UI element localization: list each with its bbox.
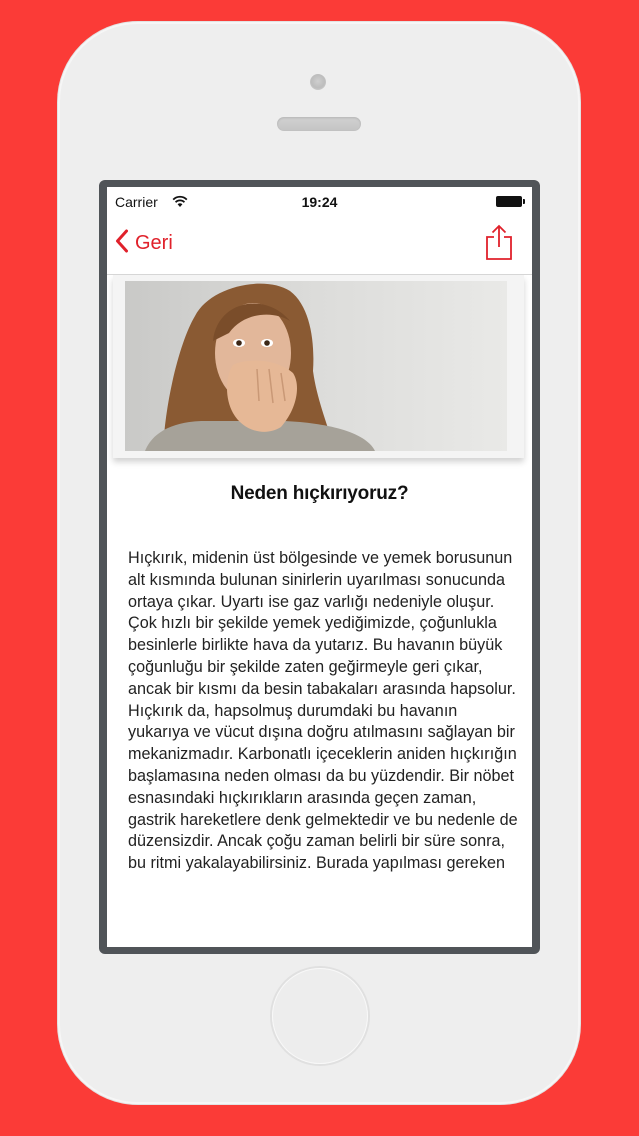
article-photo bbox=[125, 281, 507, 451]
back-label: Geri bbox=[135, 232, 173, 254]
app-screen bbox=[107, 187, 532, 947]
home-button[interactable] bbox=[272, 968, 368, 1064]
earpiece-speaker bbox=[277, 117, 361, 131]
share-icon bbox=[484, 250, 514, 267]
carrier-label: Carrier bbox=[115, 194, 158, 210]
status-bar bbox=[107, 187, 532, 215]
article-photo-frame bbox=[113, 275, 524, 458]
share-button[interactable] bbox=[484, 223, 514, 263]
article-content[interactable] bbox=[107, 275, 532, 947]
article-body: Hıçkırık, midenin üst bölgesinde ve yemek borusunun alt kısmında bulunan sinirlerin uyarılması sonucunda ortaya çıkar. Uyartı ise gaz varlığı nedeniyle oluşur. Çok hızlı bir şekilde yemek yediğimizde, çoğunlukla besinlerle birlikte hava da yutarız. Bu havanın büyük çoğunluğu bir şekilde zaten geğirmeyle geri çıkar, ancak bir kısmı da besin tabakaları arasında hapsolur. Hıçkırık da, hapsolmuş durumdaki bu havanın yukarıya ve vücut dışına doğru atılmasını sağlayan bir mekanizmadır. Karbonatlı içeceklerin aniden hıçkırığın başlamasına neden olması da bu yüzdendir. Bir nöbet esnasındaki hıçkırıkların arasında geçen zaman, gastrik hareketlere denk gelmektedir ve bu nedenle de düzensizdir. Ancak çoğu zaman belirli bir süre sonra, bu ritmi yakalayabilirsiniz. Burada yapılması gereken bbox=[128, 549, 518, 873]
back-button[interactable] bbox=[115, 229, 173, 258]
battery-icon bbox=[496, 196, 522, 207]
navigation-bar bbox=[107, 215, 532, 275]
status-time: 19:24 bbox=[301, 194, 338, 210]
chevron-left-icon bbox=[115, 229, 129, 258]
article-title: Neden hıçkırıyoruz? bbox=[230, 483, 409, 504]
front-camera bbox=[310, 74, 326, 90]
